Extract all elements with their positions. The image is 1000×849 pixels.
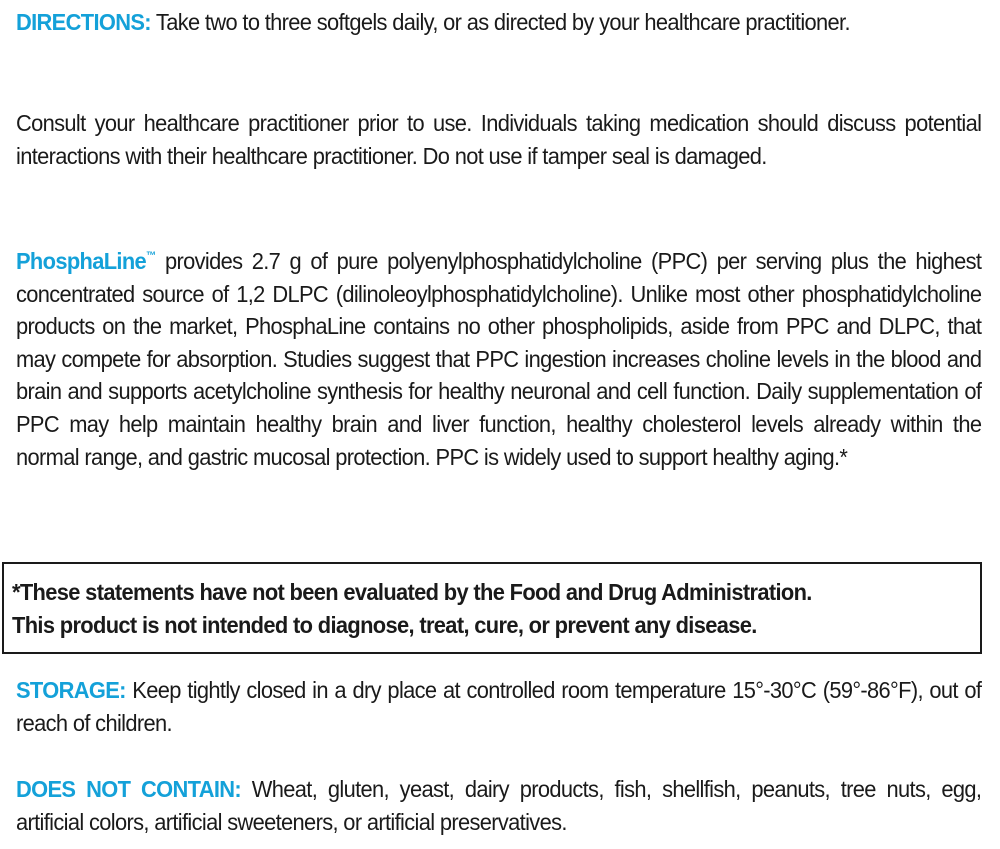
- does-not-contain-label: DOES NOT CONTAIN:: [16, 776, 242, 802]
- storage-text: Keep tightly closed in a dry place at controlled room temperature 15°-30°C (59°-86°F), out of reach of children.: [16, 677, 982, 736]
- does-not-contain-paragraph: [16, 773, 981, 838]
- fda-disclaimer-line-2: This product is not intended to diagnose, treat, cure, or prevent any disease.: [12, 611, 757, 638]
- consult-paragraph: Consult your healthcare practitioner prior to use. Individuals taking medication should discuss potential interactions with their healthcare practitioner. Do not use if tamper seal is damaged.: [16, 110, 982, 169]
- description-paragraph: [16, 240, 981, 473]
- directions-paragraph: [16, 6, 981, 39]
- storage-label: STORAGE:: [16, 677, 126, 703]
- directions-label: DIRECTIONS:: [16, 9, 151, 35]
- trademark-symbol: ™: [146, 250, 156, 262]
- storage-paragraph: [16, 674, 981, 739]
- fda-disclaimer-text: [12, 576, 979, 641]
- fda-disclaimer-line-1: *These statements have not been evaluated by the Food and Drug Administration.: [12, 579, 812, 605]
- directions-text: Take two to three softgels daily, or as directed by your healthcare practitioner.: [150, 9, 850, 35]
- fda-disclaimer-box: [2, 562, 982, 654]
- does-not-contain-text: Wheat, gluten, yeast, dairy products, fish, shellfish, peanuts, tree nuts, egg, artificial colors, artificial sweeteners, or artificial preservatives.: [16, 776, 982, 835]
- description-text: provides 2.7 g of pure polyenylphosphatidylcholine (PPC) per serving plus the highest concentrated source of 1,2 DLPC (dilinoleoylphosphatidylcholine). Unlike most other phosphatidylcholine products on the market, PhosphaLine contains no other phospholipids, aside from PPC and DLPC, that may compete for absorption. Studies suggest that PPC ingestion increases choline levels in the blood and brain and supports acetylcholine synthesis for healthy neuronal and cell function. Daily supplementation of PPC may help maintain healthy brain and liver function, healthy cholesterol levels already within the normal range, and gastric mucosal protection. PPC is widely used to support healthy aging.*: [16, 248, 982, 470]
- brand-name: PhosphaLine: [16, 248, 147, 274]
